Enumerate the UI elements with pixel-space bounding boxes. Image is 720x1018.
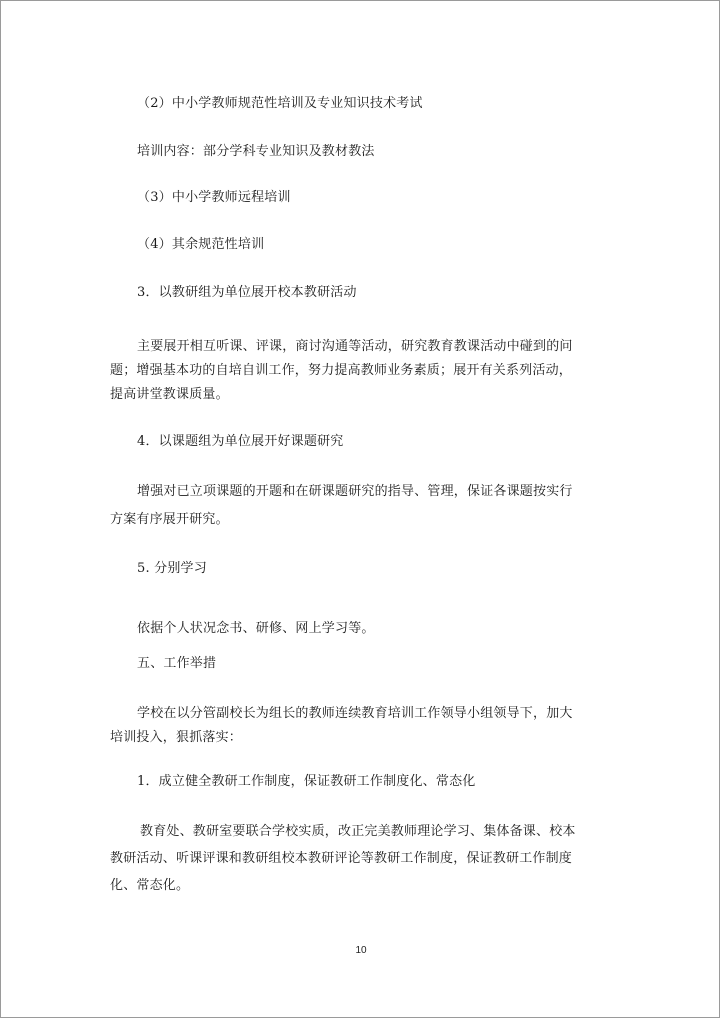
- section-heading: （3）中小学教师远程培训: [137, 190, 291, 205]
- paragraph-line: 题；增强基本功的自培自训工作，努力提高教师业务素质；展开有关系列活动，: [110, 363, 573, 378]
- paragraph-line: 提高讲堂教课质量。: [110, 387, 229, 402]
- section-heading: 5. 分别学习: [137, 561, 207, 576]
- section-heading: 4．以课题组为单位展开好课题研究: [137, 434, 344, 449]
- paragraph-line: 教研活动、听课评课和教研组校本教研评论等教研工作制度，保证教研工作制度: [110, 851, 573, 866]
- paragraph-line: 主要展开相互听课、评课，商讨沟通等活动，研究教育教课活动中碰到的问: [137, 339, 573, 354]
- page-number: 10: [355, 945, 367, 956]
- paragraph-line: 培训投入，狠抓落实：: [110, 730, 243, 745]
- section-heading: （4）其余规范性培训: [137, 237, 265, 252]
- paragraph-line: 方案有序展开研究。: [110, 512, 229, 527]
- paragraph-line: 化、常态化。: [110, 878, 190, 893]
- section-heading: 1．成立健全教研工作制度，保证教研工作制度化、常态化: [137, 774, 476, 789]
- section-heading: 3．以教研组为单位展开校本教研活动: [137, 285, 357, 300]
- paragraph-line: 依据个人状况念书、研修、网上学习等。: [137, 621, 375, 636]
- paragraph-line: 增强对已立项课题的开题和在研课题研究的指导、管理，保证各课题按实行: [137, 484, 573, 499]
- paragraph-line: 学校在以分管副校长为组长的教师连续教育培训工作领导小组领导下，加大: [137, 706, 573, 721]
- section-heading: 五、工作举措: [137, 656, 217, 671]
- paragraph-line: 培训内容：部分学科专业知识及教材教法: [137, 144, 375, 159]
- section-heading: （2）中小学教师规范性培训及专业知识技术考试: [137, 96, 423, 111]
- paragraph-line: 教育处、教研室要联合学校实质，改正完美教师理论学习、集体备课、校本: [140, 824, 576, 839]
